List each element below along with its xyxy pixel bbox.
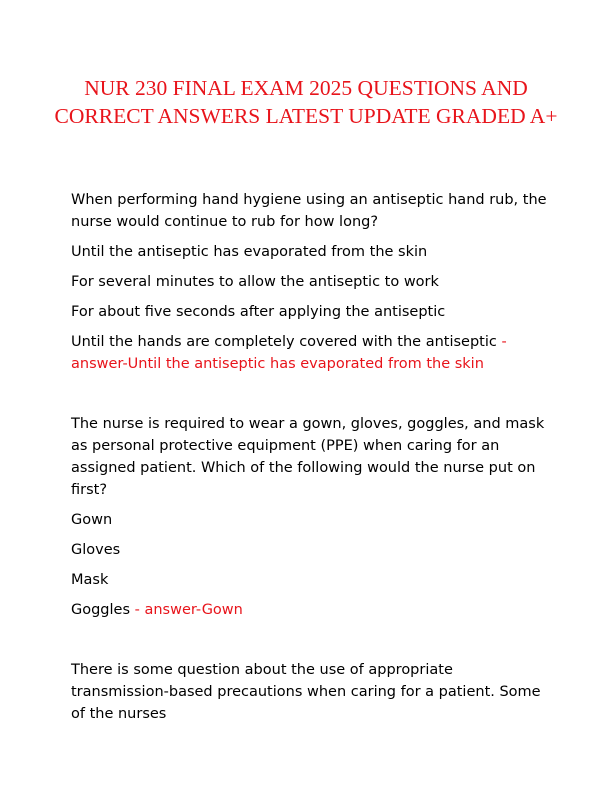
- answer-option: Gown: [71, 512, 113, 528]
- block-spacer: [71, 383, 551, 413]
- question-text: The nurse is required to wear a gown, gloves, goggles, and mask as personal protective equipment (PPE) when caring for an assigned patient. Which of the following would the nurse put on first?: [71, 416, 545, 498]
- question-block: [71, 659, 551, 725]
- answer-option: Mask: [71, 572, 109, 588]
- answer-option: Gloves: [71, 542, 121, 558]
- answer-option-with-answer: [71, 331, 551, 375]
- block-spacer: [71, 629, 551, 659]
- answer-option: For about five seconds after applying the antiseptic: [71, 304, 446, 320]
- answer-option: For several minutes to allow the antiseptic to work: [71, 274, 439, 290]
- question-text: There is some question about the use of appropriate transmission-based precautions when caring for a patient. Some of the nurses: [71, 662, 541, 722]
- answer-option: Goggles: [71, 602, 131, 618]
- document-body: [71, 189, 551, 733]
- document-title: NUR 230 FINAL EXAM 2025 QUESTIONS AND CORRECT ANSWERS LATEST UPDATE GRADED A+: [54, 76, 558, 128]
- question-block: [71, 413, 551, 621]
- answer-option: Until the antiseptic has evaporated from the skin: [71, 244, 428, 260]
- question-text: When performing hand hygiene using an antiseptic hand rub, the nurse would continue to rub for how long?: [71, 192, 547, 230]
- answer-option: Until the hands are completely covered with the antiseptic: [71, 334, 497, 350]
- correct-answer: - answer-Gown: [130, 602, 243, 618]
- correct-answer: - answer-Until the antiseptic has evaporated from the skin: [71, 334, 507, 372]
- answer-option-with-answer: [71, 599, 551, 621]
- question-block: [71, 189, 551, 375]
